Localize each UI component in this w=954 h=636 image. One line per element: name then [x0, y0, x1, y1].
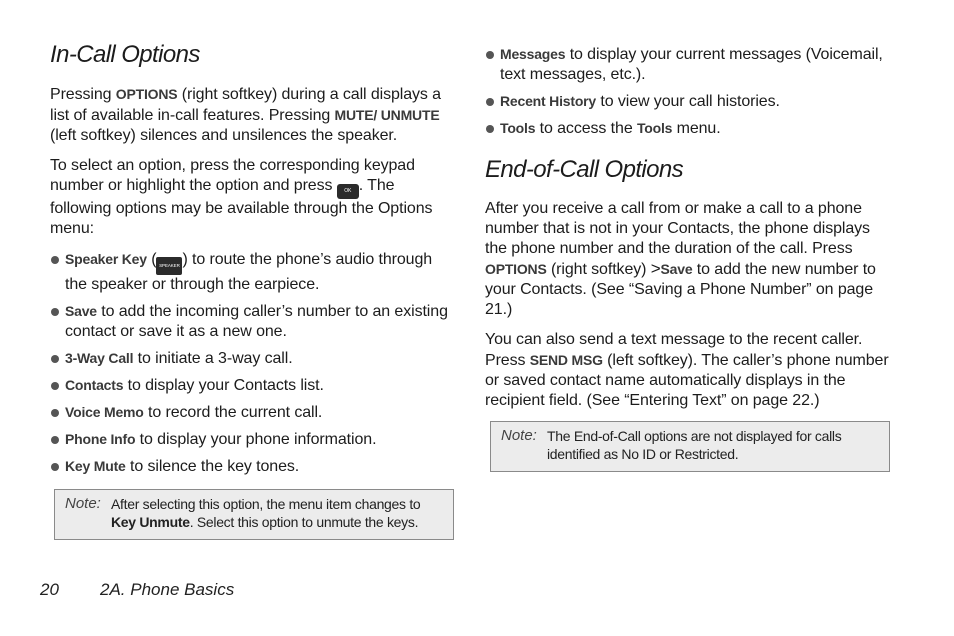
- list-item: [50, 301, 456, 342]
- in-call-intro-paragraph: [50, 84, 456, 146]
- text: to record the current call.: [143, 404, 323, 421]
- text: to display your Contacts list.: [123, 377, 324, 394]
- text: (left softkey) silences and unsilences the speaker.: [50, 127, 398, 144]
- list-item: [50, 249, 456, 295]
- text: to view your call histories.: [596, 93, 780, 110]
- bullet-icon: [486, 51, 494, 59]
- text: (right softkey) during a call displays a list of available in-call features. Pressing: [50, 86, 441, 124]
- option-key: Key Mute: [65, 458, 126, 474]
- text: to initiate a 3-way call.: [133, 350, 293, 367]
- note-label: Note:: [501, 427, 537, 444]
- text: . Select this option to unmute the keys.: [189, 514, 419, 530]
- ok-key-icon: OK: [337, 184, 359, 199]
- note-label: Note:: [65, 495, 101, 512]
- select-option-paragraph: [50, 156, 456, 239]
- text: menu.: [672, 120, 721, 137]
- speaker-key-icon: SPEAKER: [156, 257, 182, 275]
- more-options-list: [485, 44, 891, 139]
- option-key: Voice Memo: [65, 404, 144, 420]
- option-key: Speaker Key: [65, 251, 147, 267]
- in-call-options-list: [50, 249, 456, 477]
- end-of-call-note: [490, 421, 890, 472]
- text: ) to route the phone’s audio through the speaker or through the earpiece.: [65, 251, 433, 293]
- bullet-icon: [486, 98, 494, 106]
- option-key: Save: [65, 303, 97, 319]
- text: to silence the key tones.: [125, 458, 300, 475]
- left-column: [50, 40, 456, 540]
- send-msg-paragraph: [485, 330, 891, 411]
- end-of-call-paragraph: [485, 199, 891, 320]
- text: to add the new number to your Contacts. (See “Saving a Phone Number” on page 21.): [485, 261, 876, 318]
- text: to display your current messages (Voicemail, text messages, etc.).: [500, 46, 883, 83]
- text: To select an option, press the corresponding keypad number or highlight the option and press: [50, 157, 415, 194]
- text: (: [146, 251, 157, 268]
- text: to access the: [535, 120, 637, 137]
- in-call-options-heading: In-Call Options: [50, 41, 200, 68]
- text: Pressing: [50, 86, 116, 103]
- options-key: OPTIONS: [115, 86, 178, 102]
- section-title: 2A. Phone Basics: [100, 580, 235, 599]
- key-unmute-key: Key Unmute: [111, 514, 190, 530]
- note-text: [111, 495, 443, 531]
- bullet-icon: [51, 256, 59, 264]
- mute-unmute-key: MUTE/ UNMUTE: [334, 107, 440, 123]
- list-item: [485, 118, 891, 139]
- text: (left softkey). The caller’s phone number or saved contact name automatically displays in the recipient field. (See “Entering Text” on page 22.): [485, 352, 889, 409]
- menu-separator: >: [650, 259, 661, 278]
- text: . The following options may be available through the Options menu:: [50, 177, 433, 237]
- list-item: [485, 91, 891, 112]
- text: (right softkey): [546, 261, 651, 278]
- bullet-icon: [51, 382, 59, 390]
- text: to add the incoming caller’s number to an existing contact or save it as a new one.: [65, 303, 448, 340]
- list-item: [485, 44, 891, 85]
- text: You can also send a text message to the recent caller. Press: [485, 331, 863, 369]
- list-item: [50, 348, 456, 369]
- options-key: OPTIONS: [485, 261, 547, 277]
- note-text: The End-of-Call options are not displayed for calls identified as No ID or Restricted.: [547, 428, 842, 462]
- key-mute-note: [54, 489, 454, 540]
- right-column: [485, 44, 891, 472]
- option-key: Recent History: [500, 93, 597, 109]
- save-key: Save: [660, 261, 693, 277]
- bullet-icon: [51, 355, 59, 363]
- option-key: Phone Info: [65, 431, 136, 447]
- bullet-icon: [51, 308, 59, 316]
- option-key: Messages: [500, 46, 566, 62]
- bullet-icon: [51, 409, 59, 417]
- tools-key: Tools: [636, 120, 673, 136]
- text: After selecting this option, the menu item changes to: [111, 496, 421, 512]
- end-of-call-options-heading: End-of-Call Options: [485, 156, 684, 183]
- page-number: 20: [40, 580, 59, 599]
- page-footer: [40, 580, 234, 600]
- option-key: Tools: [500, 120, 536, 136]
- list-item: [50, 402, 456, 423]
- text: to display your phone information.: [135, 431, 377, 448]
- bullet-icon: [51, 463, 59, 471]
- text: After you receive a call from or make a call to a phone number that is not in your Contacts, the phone displays the phone number and the duration of the call. Press: [485, 200, 870, 257]
- send-msg-key: SEND MSG: [529, 352, 603, 368]
- bullet-icon: [486, 125, 494, 133]
- list-item: [50, 429, 456, 450]
- option-key: Contacts: [65, 377, 124, 393]
- option-key: 3-Way Call: [65, 350, 134, 366]
- bullet-icon: [51, 436, 59, 444]
- list-item: [50, 375, 456, 396]
- list-item: [50, 456, 456, 477]
